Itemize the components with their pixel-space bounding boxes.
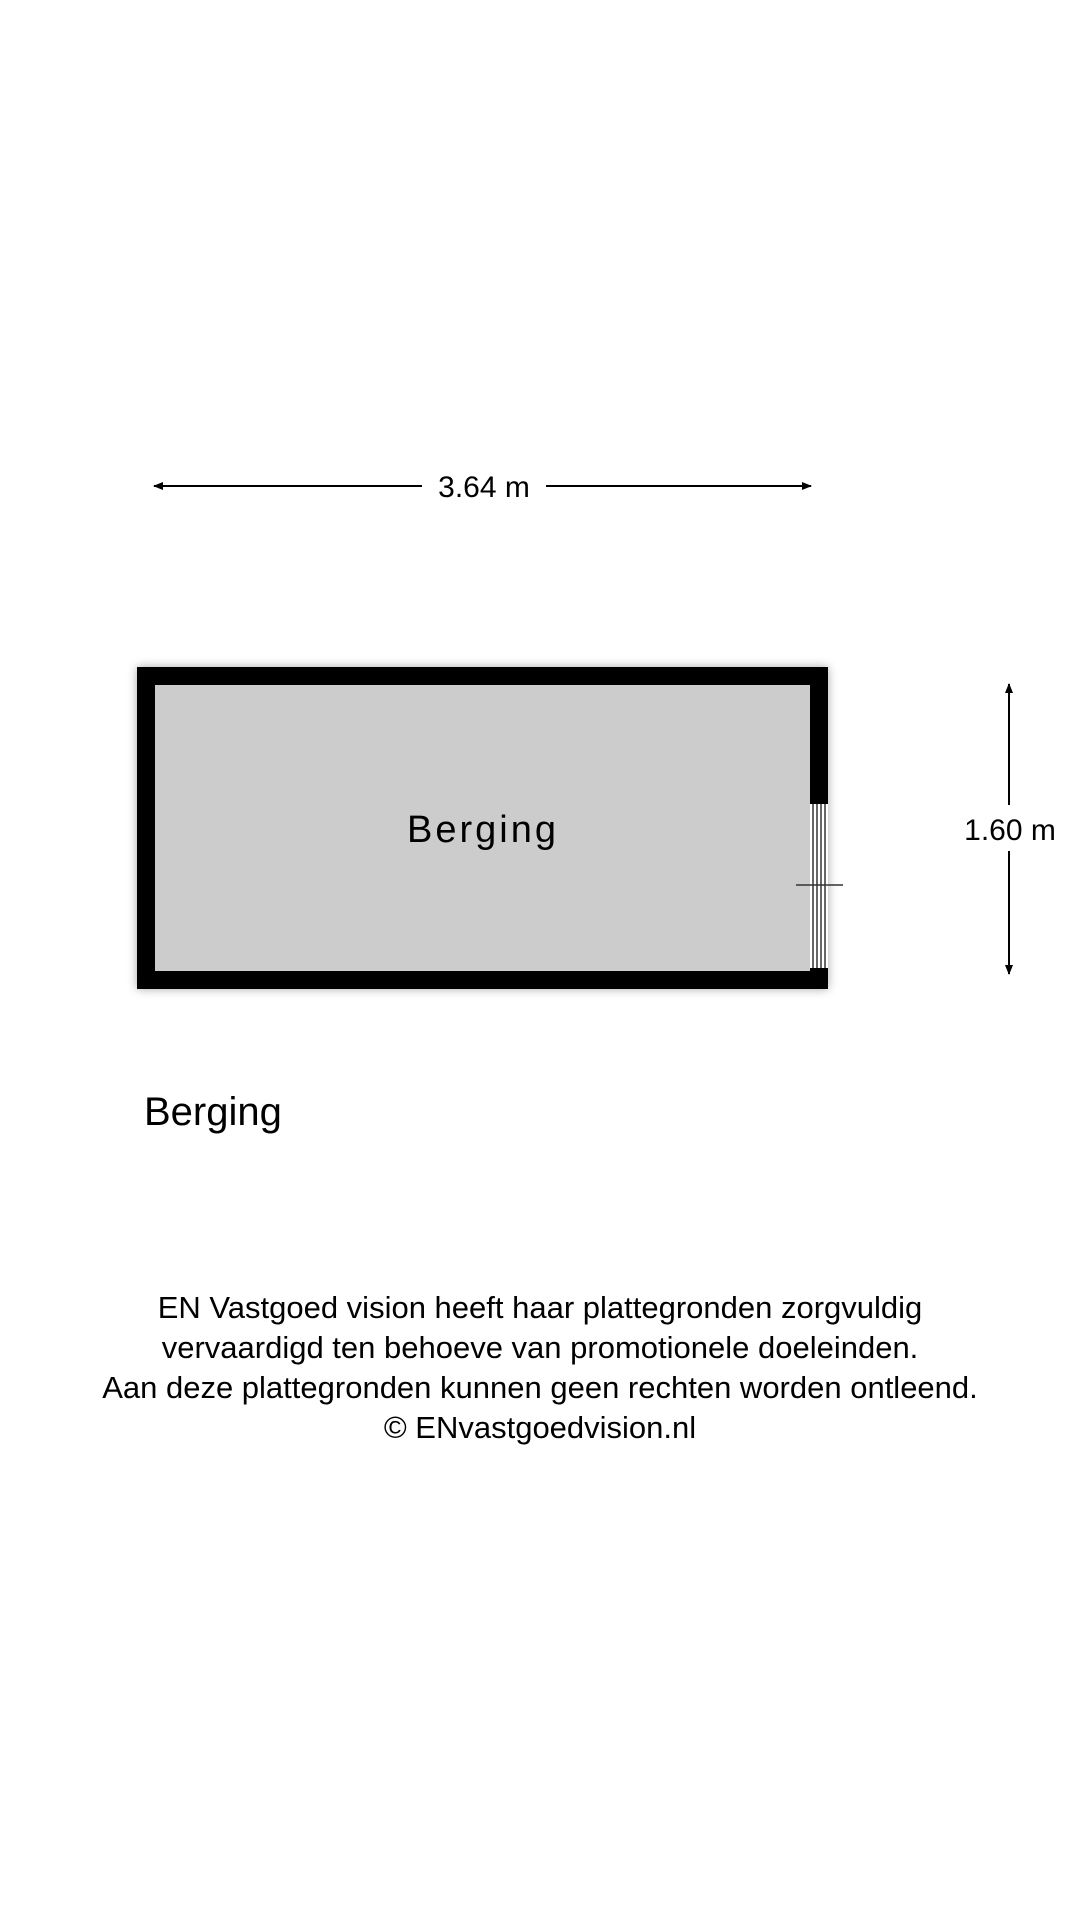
room-berging: [137, 667, 843, 989]
height-dimension-label: 1.60 m: [964, 814, 1056, 847]
disclaimer: [0, 1288, 1080, 1448]
width-dimension-label: 3.64 m: [438, 471, 530, 504]
disclaimer-line: vervaardigd ten behoeve van promotionele doeleinden.: [161, 1330, 919, 1365]
disclaimer-line: EN Vastgoed vision heeft haar plattegronden zorgvuldig: [157, 1290, 923, 1325]
width-dimension: [154, 471, 811, 504]
height-dimension: [964, 684, 1056, 974]
plan-title: Berging: [144, 1090, 282, 1134]
disclaimer-copyright: © ENvastgoedvision.nl: [383, 1410, 697, 1445]
disclaimer-line: Aan deze plattegronden kunnen geen rechten worden ontleend.: [102, 1370, 978, 1405]
room-label: Berging: [407, 809, 559, 851]
